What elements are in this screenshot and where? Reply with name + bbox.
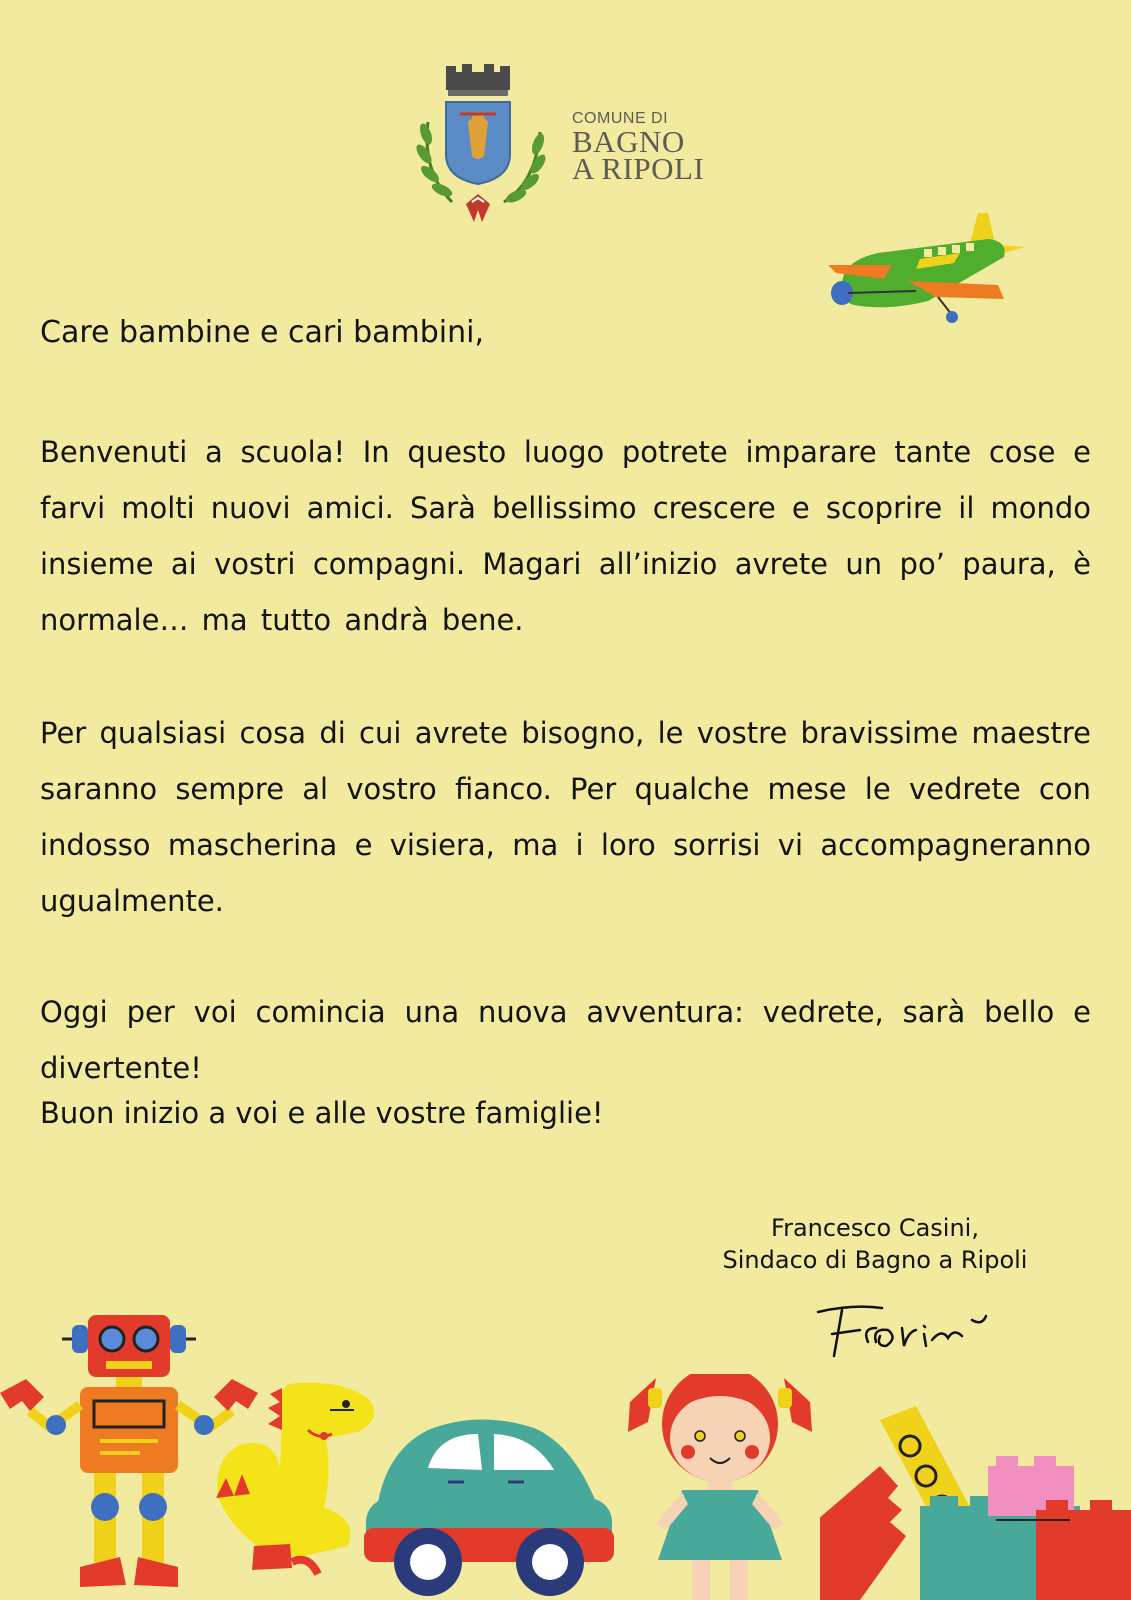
signer-title: Sindaco di Bagno a Ripoli (722, 1246, 1028, 1274)
municipality-name (572, 110, 705, 186)
logo-line-1: COMUNE DI (572, 110, 669, 127)
municipality-logo (412, 62, 722, 232)
signer-name: Francesco Casini, (771, 1214, 979, 1242)
paragraph-1: Benvenuti a scuola! In questo luogo potrete imparare tante cose e farvi molti nuovi amici. Sarà bellissimo crescere e scoprire il mondo insieme ai vostri compagni. Magari all’inizio avrete un po’ paura, è normale… ma tutto andrà bene. (40, 435, 1091, 637)
building-blocks-icon (820, 1406, 1131, 1600)
coat-of-arms-icon (412, 62, 562, 232)
car-icon (358, 1410, 620, 1600)
logo-line-3: A RIPOLI (572, 151, 705, 186)
paragraph-2: Per qualsiasi cosa di cui avrete bisogno, le vostre bravissime maestre saranno sempre al vostro fianco. Per qualche mese le vedrete con indosso mascherina e visiera, ma i loro sorrisi vi accompagneranno ugualmente. (40, 716, 1091, 918)
logo-line-2: BAGNO (572, 124, 685, 159)
paragraph-3: Oggi per voi comincia una nuova avventura: vedrete, sarà bello e divertente! (40, 995, 1091, 1085)
closing-line: Buon inizio a voi e alle vostre famiglie! (40, 1096, 604, 1130)
airplane-icon (828, 205, 1028, 330)
salutation: Care bambine e cari bambini, (40, 315, 485, 350)
doll-icon (626, 1374, 814, 1600)
signature-block (690, 1212, 1060, 1276)
handwritten-signature (812, 1298, 1012, 1368)
